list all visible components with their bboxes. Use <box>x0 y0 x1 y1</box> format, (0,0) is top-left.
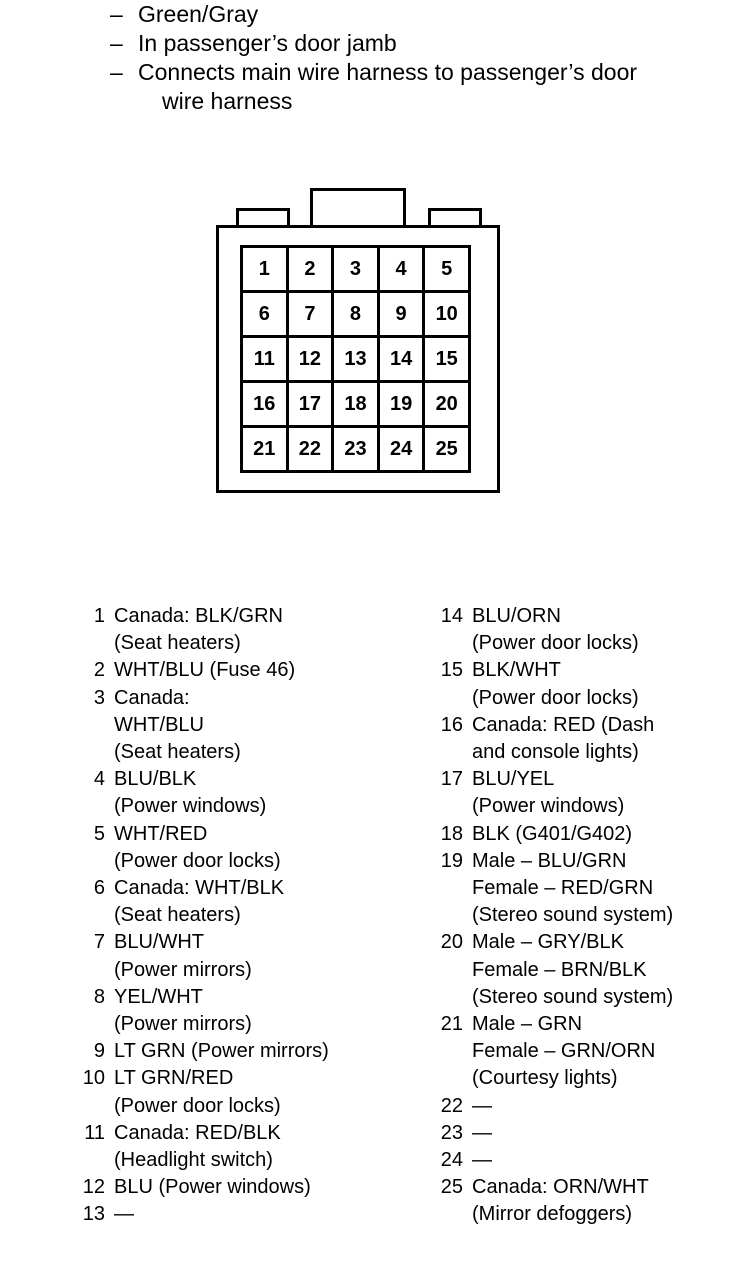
pin-description <box>114 766 402 820</box>
pin-number: 14 <box>440 605 463 627</box>
pin-entry <box>430 848 730 930</box>
pin-entry <box>430 1147 730 1174</box>
pin-description-line: Female – GRN/ORN <box>472 1040 656 1063</box>
pin-number: 4 <box>93 768 105 791</box>
pin-number: 6 <box>93 877 105 900</box>
pin-description-line: — <box>472 1121 492 1144</box>
description-line <box>110 58 637 87</box>
pin-description <box>114 685 402 767</box>
pin-description <box>114 875 402 929</box>
pin-grid <box>240 245 471 473</box>
description-line <box>110 29 637 58</box>
pin-list-left <box>72 603 402 1229</box>
pin-description-line: (Power mirrors) <box>114 1013 252 1036</box>
pin-description-line: BLU/YEL <box>472 768 555 791</box>
pin-number: 7 <box>93 931 105 954</box>
pin-description-line: (Headlight switch) <box>114 1149 273 1172</box>
pin-description-line: Canada: ORN/WHT <box>472 1176 649 1199</box>
pin-cell: 23 <box>334 428 377 470</box>
pin-entry <box>72 657 402 684</box>
pin-cell: 8 <box>334 293 377 335</box>
pin-description-line: — <box>472 1094 492 1117</box>
pin-cell: 15 <box>425 338 468 380</box>
description-text: Green/Gray <box>138 1 259 27</box>
bullet-dash: – <box>110 1 123 27</box>
pin-entry <box>430 712 730 766</box>
pin-description <box>472 1011 730 1093</box>
pin-cell: 17 <box>289 383 332 425</box>
pin-number: 10 <box>82 1067 105 1090</box>
pin-entry <box>430 603 730 657</box>
pin-number: 22 <box>440 1094 463 1117</box>
pin-number: 17 <box>440 768 463 791</box>
description-text: Connects main wire harness to passenger’s door <box>138 59 638 85</box>
pin-description-line: Male – GRN <box>472 1013 583 1036</box>
pin-description <box>472 1147 730 1174</box>
pin-description <box>114 603 402 657</box>
pin-cell: 16 <box>243 383 286 425</box>
pin-number: 19 <box>440 849 463 872</box>
pin-entry <box>430 657 730 711</box>
pin-description-line: Canada: RED/BLK <box>114 1121 281 1144</box>
pin-cell: 5 <box>425 248 468 290</box>
pin-description-line: (Power mirrors) <box>114 958 252 981</box>
pin-number: 13 <box>82 1203 105 1226</box>
pin-description <box>472 603 730 657</box>
pin-description-line: BLK/WHT <box>472 659 561 682</box>
pin-cell: 4 <box>380 248 423 290</box>
pin-description <box>114 1174 402 1201</box>
pin-number: 15 <box>440 659 463 682</box>
description-line <box>110 87 637 116</box>
pin-cell: 21 <box>243 428 286 470</box>
pin-number: 25 <box>440 1176 463 1199</box>
pin-description <box>114 1065 402 1119</box>
pin-entry <box>430 766 730 820</box>
pin-number: 21 <box>440 1013 463 1036</box>
pin-number: 5 <box>93 822 105 845</box>
pin-entry <box>72 766 402 820</box>
pin-entry <box>72 875 402 929</box>
pin-description-line: Female – RED/GRN <box>472 877 654 900</box>
pin-entry <box>430 1011 730 1093</box>
pin-description-line: (Power door locks) <box>114 849 281 872</box>
pin-entry <box>430 821 730 848</box>
pin-cell: 9 <box>380 293 423 335</box>
pin-description-line: (Power door locks) <box>472 686 639 709</box>
pin-cell: 18 <box>334 383 377 425</box>
pin-entry <box>72 929 402 983</box>
pin-number: 12 <box>82 1176 105 1199</box>
pin-number: 16 <box>440 713 463 736</box>
pin-description-line: Female – BRN/BLK <box>472 958 647 981</box>
pin-number: 9 <box>93 1040 105 1063</box>
pin-description-line: WHT/BLU <box>114 713 204 736</box>
pin-number: 2 <box>93 659 105 682</box>
pin-description-line: (Stereo sound system) <box>472 985 674 1008</box>
pin-description <box>472 1174 730 1228</box>
pin-cell: 1 <box>243 248 286 290</box>
pin-description-line: Male – BLU/GRN <box>472 849 627 872</box>
connector-key <box>310 188 406 228</box>
pin-description <box>114 1201 402 1228</box>
pin-description-line: (Mirror defoggers) <box>472 1203 633 1226</box>
pin-description-line: Male – GRY/BLK <box>472 931 624 954</box>
pin-description-line: — <box>472 1149 492 1172</box>
pin-number: 23 <box>440 1121 463 1144</box>
pin-description <box>114 984 402 1038</box>
pin-description <box>114 821 402 875</box>
pin-cell: 24 <box>380 428 423 470</box>
pin-entry <box>72 1201 402 1228</box>
pin-entry <box>72 1065 402 1119</box>
pin-description <box>472 1120 730 1147</box>
connector-description <box>110 0 637 116</box>
pin-cell: 20 <box>425 383 468 425</box>
pin-cell: 2 <box>289 248 332 290</box>
connector-diagram <box>216 188 500 493</box>
pin-cell: 14 <box>380 338 423 380</box>
pin-entry <box>430 1093 730 1120</box>
pin-description <box>114 657 402 684</box>
pin-entry <box>430 1120 730 1147</box>
bullet-dash: – <box>110 30 123 56</box>
pin-description-line: and console lights) <box>472 741 639 764</box>
pin-cell: 7 <box>289 293 332 335</box>
pin-number: 8 <box>93 985 105 1008</box>
pin-entry <box>72 1120 402 1174</box>
description-text: In passenger’s door jamb <box>138 30 397 56</box>
pin-description <box>472 766 730 820</box>
pin-cell: 11 <box>243 338 286 380</box>
pin-description-line: (Seat heaters) <box>114 904 241 927</box>
pin-description-line: BLU/ORN <box>472 605 561 627</box>
pin-description <box>472 1093 730 1120</box>
pin-description-line: YEL/WHT <box>114 985 203 1008</box>
pin-entry <box>72 821 402 875</box>
pin-number: 24 <box>440 1149 463 1172</box>
pin-cell: 22 <box>289 428 332 470</box>
pin-cell: 6 <box>243 293 286 335</box>
pin-list-right <box>430 603 730 1229</box>
pin-description-line: WHT/BLU (Fuse 46) <box>114 659 296 682</box>
pin-description-line: (Courtesy lights) <box>472 1067 618 1090</box>
pin-cell: 3 <box>334 248 377 290</box>
description-text: wire harness <box>162 88 293 114</box>
pin-cell: 10 <box>425 293 468 335</box>
pin-description-line: Canada: BLK/GRN <box>114 605 283 627</box>
pin-description <box>114 1038 402 1065</box>
pin-description-line: BLU/BLK <box>114 768 197 791</box>
pin-entry <box>72 1038 402 1065</box>
pin-number: 3 <box>93 686 105 709</box>
pin-entry <box>72 984 402 1038</box>
pin-cell: 19 <box>380 383 423 425</box>
pin-description-line: Canada: WHT/BLK <box>114 877 285 900</box>
pin-description-line: BLU (Power windows) <box>114 1176 311 1199</box>
pin-description-line: (Power windows) <box>472 795 625 818</box>
pin-entry <box>430 1174 730 1228</box>
pin-description <box>472 657 730 711</box>
description-line <box>110 0 637 29</box>
pin-description <box>114 1120 402 1174</box>
pin-description-line: (Seat heaters) <box>114 741 241 764</box>
pin-entry <box>72 685 402 767</box>
pin-cell: 25 <box>425 428 468 470</box>
pin-entry <box>72 1174 402 1201</box>
pin-number: 1 <box>93 605 105 627</box>
pin-entry <box>72 603 402 657</box>
pin-description <box>472 821 730 848</box>
pin-description-line: BLU/WHT <box>114 931 204 954</box>
pin-description-line: Canada: RED (Dash <box>472 713 655 736</box>
bullet-dash: – <box>110 59 123 85</box>
pin-number: 18 <box>440 822 463 845</box>
pin-description-line: (Stereo sound system) <box>472 904 674 927</box>
pin-number: 20 <box>440 931 463 954</box>
pin-description-line: Canada: <box>114 686 190 709</box>
pin-description <box>114 929 402 983</box>
pin-entry <box>430 929 730 1011</box>
pin-cell: 12 <box>289 338 332 380</box>
pin-description-line: LT GRN (Power mirrors) <box>114 1040 329 1063</box>
pin-description-line: (Power windows) <box>114 795 267 818</box>
pin-description <box>472 848 730 930</box>
pin-description-line: (Seat heaters) <box>114 632 241 655</box>
pin-description-line: — <box>114 1203 134 1226</box>
pin-cell: 13 <box>334 338 377 380</box>
pin-description <box>472 929 730 1011</box>
pin-description-line: WHT/RED <box>114 822 208 845</box>
pin-description-line: (Power door locks) <box>472 632 639 655</box>
pin-description-line: BLK (G401/G402) <box>472 822 633 845</box>
pin-description <box>472 712 730 766</box>
pin-description-line: (Power door locks) <box>114 1094 281 1117</box>
pin-description-line: LT GRN/RED <box>114 1067 234 1090</box>
pin-number: 11 <box>84 1121 105 1144</box>
